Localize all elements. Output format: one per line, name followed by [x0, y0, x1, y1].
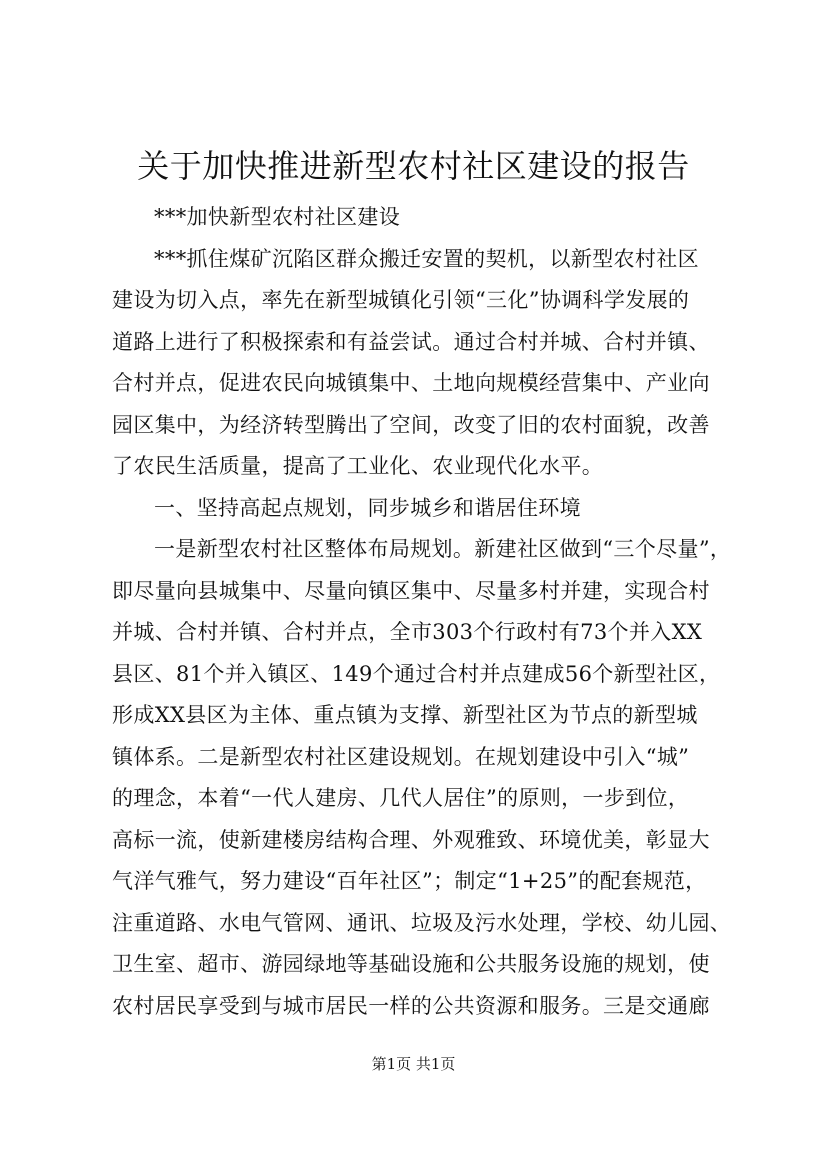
body-line: 高标一流，使新建楼房结构合理、外观雅致、环境优美，彰显大: [112, 827, 710, 852]
body-line: 建设为切入点，率先在新型城镇化引领“三化”协调科学发展的: [112, 288, 690, 312]
document-title: 关于加快推进新型农村社区建设的报告: [137, 147, 690, 185]
body-line: 园区集中，为经济转型腾出了空间，改变了旧的农村面貌，改善: [112, 412, 710, 437]
body-line: 形成XX县区为主体、重点镇为支撑、新型社区为节点的新型城: [112, 703, 698, 727]
body-line: 即尽量向县城集中、尽量向镇区集中、尽量多村并建，实现合村: [112, 578, 710, 603]
body-line: ***抓住煤矿沉陷区群众搬迁安置的契机，以新型农村社区: [154, 246, 699, 271]
page-footer: 第1页 共1页: [371, 1055, 456, 1073]
body-line: ***加快新型农村社区建设: [154, 205, 401, 229]
body-line: 农村居民享受到与城市居民一样的公共资源和服务。三是交通廊: [112, 993, 710, 1018]
body-line: 县区、81个并入镇区、149个通过合村并点建成56个新型社区，: [112, 661, 721, 686]
section-heading: 一、坚持高起点规划，同步城乡和谐居住环境: [154, 495, 581, 520]
body-line: 合村并点，促进农民向城镇集中、土地向规模经营集中、产业向: [112, 371, 710, 395]
document-body: [112, 197, 740, 1027]
body-line: 了农民生活质量，提高了工业化、农业现代化水平。: [112, 454, 604, 478]
body-line: 道路上进行了积极探索和有益尝试。通过合村并城、合村并镇、: [112, 329, 710, 354]
body-line: 并城、合村并镇、合村并点，全市303个行政村有73个并入XX: [112, 620, 703, 644]
body-line: 镇体系。二是新型农村社区建设规划。在规划建设中引入“城”: [112, 744, 690, 769]
body-line: 卫生室、超市、游园绿地等基础设施和公共服务设施的规划，使: [112, 952, 710, 976]
body-line: 的理念，本着“一代人建房、几代人居住”的原则，一步到位，: [112, 786, 690, 810]
body-line: 气洋气雅气，努力建设“百年社区”；制定“1+25”的配套规范，: [112, 869, 707, 893]
body-line: 一是新型农村社区整体布局规划。新建社区做到“三个尽量”，: [154, 537, 732, 561]
body-line: 注重道路、水电气管网、通讯、垃圾及污水处理，学校、幼儿园、: [112, 910, 732, 935]
